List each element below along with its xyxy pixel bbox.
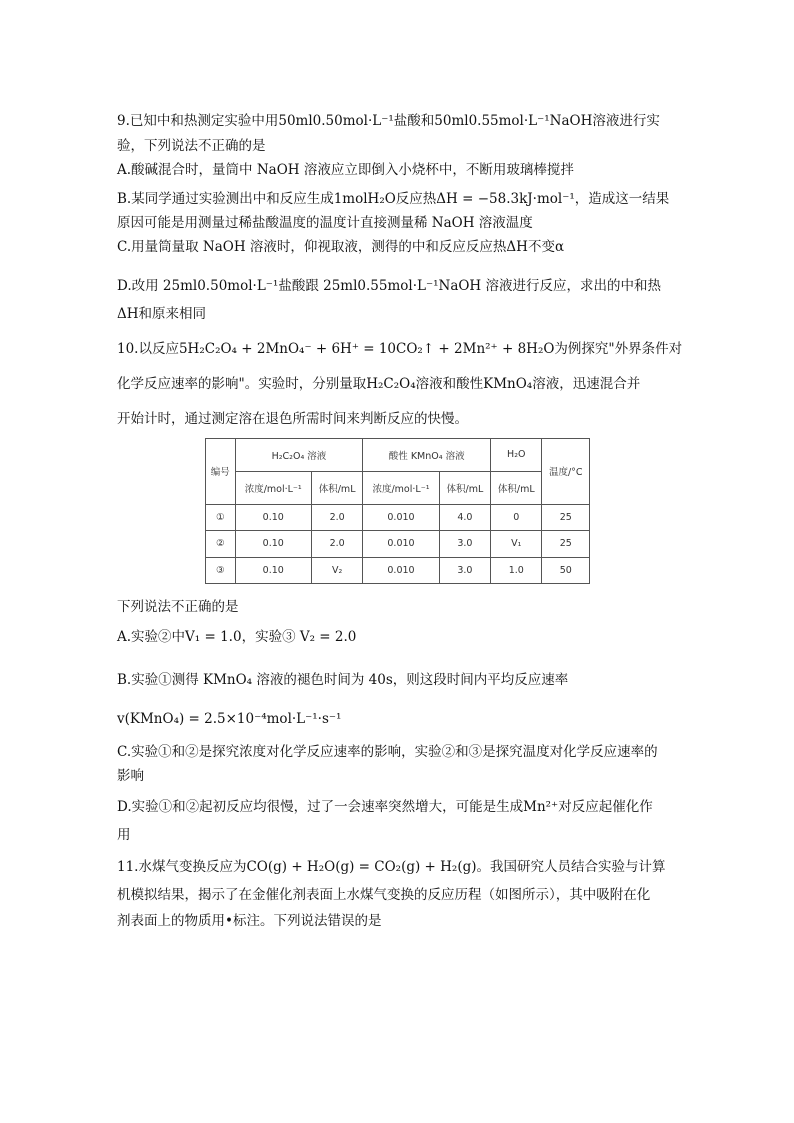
table-cell: 0.10 — [235, 557, 311, 583]
table-header-conc: 浓度/mol·L⁻¹ — [235, 471, 311, 504]
table-header-temperature: 温度/°C — [542, 439, 590, 505]
q9-option-a: A.酸碱混合时，量筒中 NaOH 溶液应立即倒入小烧杯中，不断用玻璃棒搅拌 — [117, 162, 574, 178]
table-cell: 25 — [542, 531, 590, 557]
q10-option-b-line2: v(KMnO₄) = 2.5×10⁻⁴mol·L⁻¹·s⁻¹ — [117, 711, 342, 727]
q9-option-c: C.用量筒量取 NaOH 溶液时，仰视取液，测得的中和反应反应热ΔH不变α — [117, 239, 565, 255]
table-cell: 3.0 — [439, 557, 490, 583]
q9-stem-line2: 验，下列说法不正确的是 — [117, 138, 266, 154]
table-row — [206, 504, 590, 530]
table-row — [206, 557, 590, 583]
table-cell: ② — [206, 531, 236, 557]
q11-stem-line1: 11.水煤气变换反应为CO(g) + H₂O(g) = CO₂(g) + H₂(g)。我国研究人员结合实验与计算 — [117, 859, 666, 875]
table-cell: 0 — [491, 504, 542, 530]
q10-option-d-line2: 用 — [117, 827, 131, 843]
table-cell: 0.10 — [235, 504, 311, 530]
table-cell: 2.0 — [311, 504, 362, 530]
q10-option-d-line1: D.实验①和②起初反应均很慢，过了一会速率突然增大，可能是生成Mn²⁺对反应起催化作 — [117, 799, 653, 815]
q11-stem-line3: 剂表面上的物质用•标注。下列说法错误的是 — [117, 913, 382, 929]
table-cell: 25 — [542, 504, 590, 530]
q10-stem-line3: 开始计时，通过测定溶在退色所需时间来判断反应的快慢。 — [117, 411, 468, 427]
table-cell: ③ — [206, 557, 236, 583]
table-header-vol: 体积/mL — [439, 471, 490, 504]
table-header-conc: 浓度/mol·L⁻¹ — [363, 471, 439, 504]
table-cell: 0.010 — [363, 531, 439, 557]
table-cell: 1.0 — [491, 557, 542, 583]
table-cell: V₁ — [491, 531, 542, 557]
table-cell: 4.0 — [439, 504, 490, 530]
q10-option-b-line1: B.实验①测得 KMnO₄ 溶液的褪色时间为 40s，则这段时间内平均反应速率 — [117, 672, 569, 688]
table-cell: 0.010 — [363, 557, 439, 583]
q11-stem-line2: 机模拟结果，揭示了在金催化剂表面上水煤气变换的反应历程（如图所示），其中吸附在化 — [117, 887, 651, 903]
q9-option-b-line2: 原因可能是用测量过稀盐酸温度的温度计直接测量稀 NaOH 溶液温度 — [117, 215, 533, 231]
table-header-number: 编号 — [206, 439, 236, 505]
table-header-vol: 体积/mL — [311, 471, 362, 504]
q10-option-c-line2: 影响 — [117, 768, 144, 784]
q9-option-d-line1: D.改用 25ml0.50mol·L⁻¹盐酸跟 25ml0.55mol·L⁻¹NaOH 溶液进行反应，求出的中和热 — [117, 278, 662, 294]
table-header-kmno4: 酸性 KMnO₄ 溶液 — [363, 439, 491, 472]
q9-option-b-line1: B.某同学通过实验测出中和反应生成1molH₂O反应热ΔH = −58.3kJ·mol⁻¹，造成这一结果 — [117, 191, 670, 207]
q10-stem-line1: 10.以反应5H₂C₂O₄ + 2MnO₄⁻ + 6H⁺ = 10CO₂↑ + 2Mn²⁺ + 8H₂O为例探究"外界条件对 — [117, 341, 683, 357]
q9-stem-line1: 9.已知中和热测定实验中用50ml0.50mol·L⁻¹盐酸和50ml0.55mol·L⁻¹NaOH溶液进行实 — [117, 113, 660, 129]
table-row — [206, 531, 590, 557]
table-header-water: H₂O — [491, 439, 542, 472]
q9-option-d-line2: ΔH和原来相同 — [117, 306, 207, 322]
table-cell: ① — [206, 504, 236, 530]
table-cell: 2.0 — [311, 531, 362, 557]
experiment-table — [205, 438, 590, 584]
table-cell: 50 — [542, 557, 590, 583]
table-header-oxalic: H₂C₂O₄ 溶液 — [235, 439, 363, 472]
table-cell: 3.0 — [439, 531, 490, 557]
table-header-vol: 体积/mL — [491, 471, 542, 504]
table-cell: 0.10 — [235, 531, 311, 557]
q10-option-a: A.实验②中V₁ = 1.0，实验③ V₂ = 2.0 — [117, 629, 357, 645]
table-cell: V₂ — [311, 557, 362, 583]
q10-prompt: 下列说法不正确的是 — [117, 599, 239, 615]
q10-stem-line2: 化学反应速率的影响"。实验时，分别量取H₂C₂O₄溶液和酸性KMnO₄溶液，迅速混合并 — [117, 376, 641, 392]
table-cell: 0.010 — [363, 504, 439, 530]
q10-option-c-line1: C.实验①和②是探究浓度对化学反应速率的影响，实验②和③是探究温度对化学反应速率的 — [117, 744, 658, 760]
